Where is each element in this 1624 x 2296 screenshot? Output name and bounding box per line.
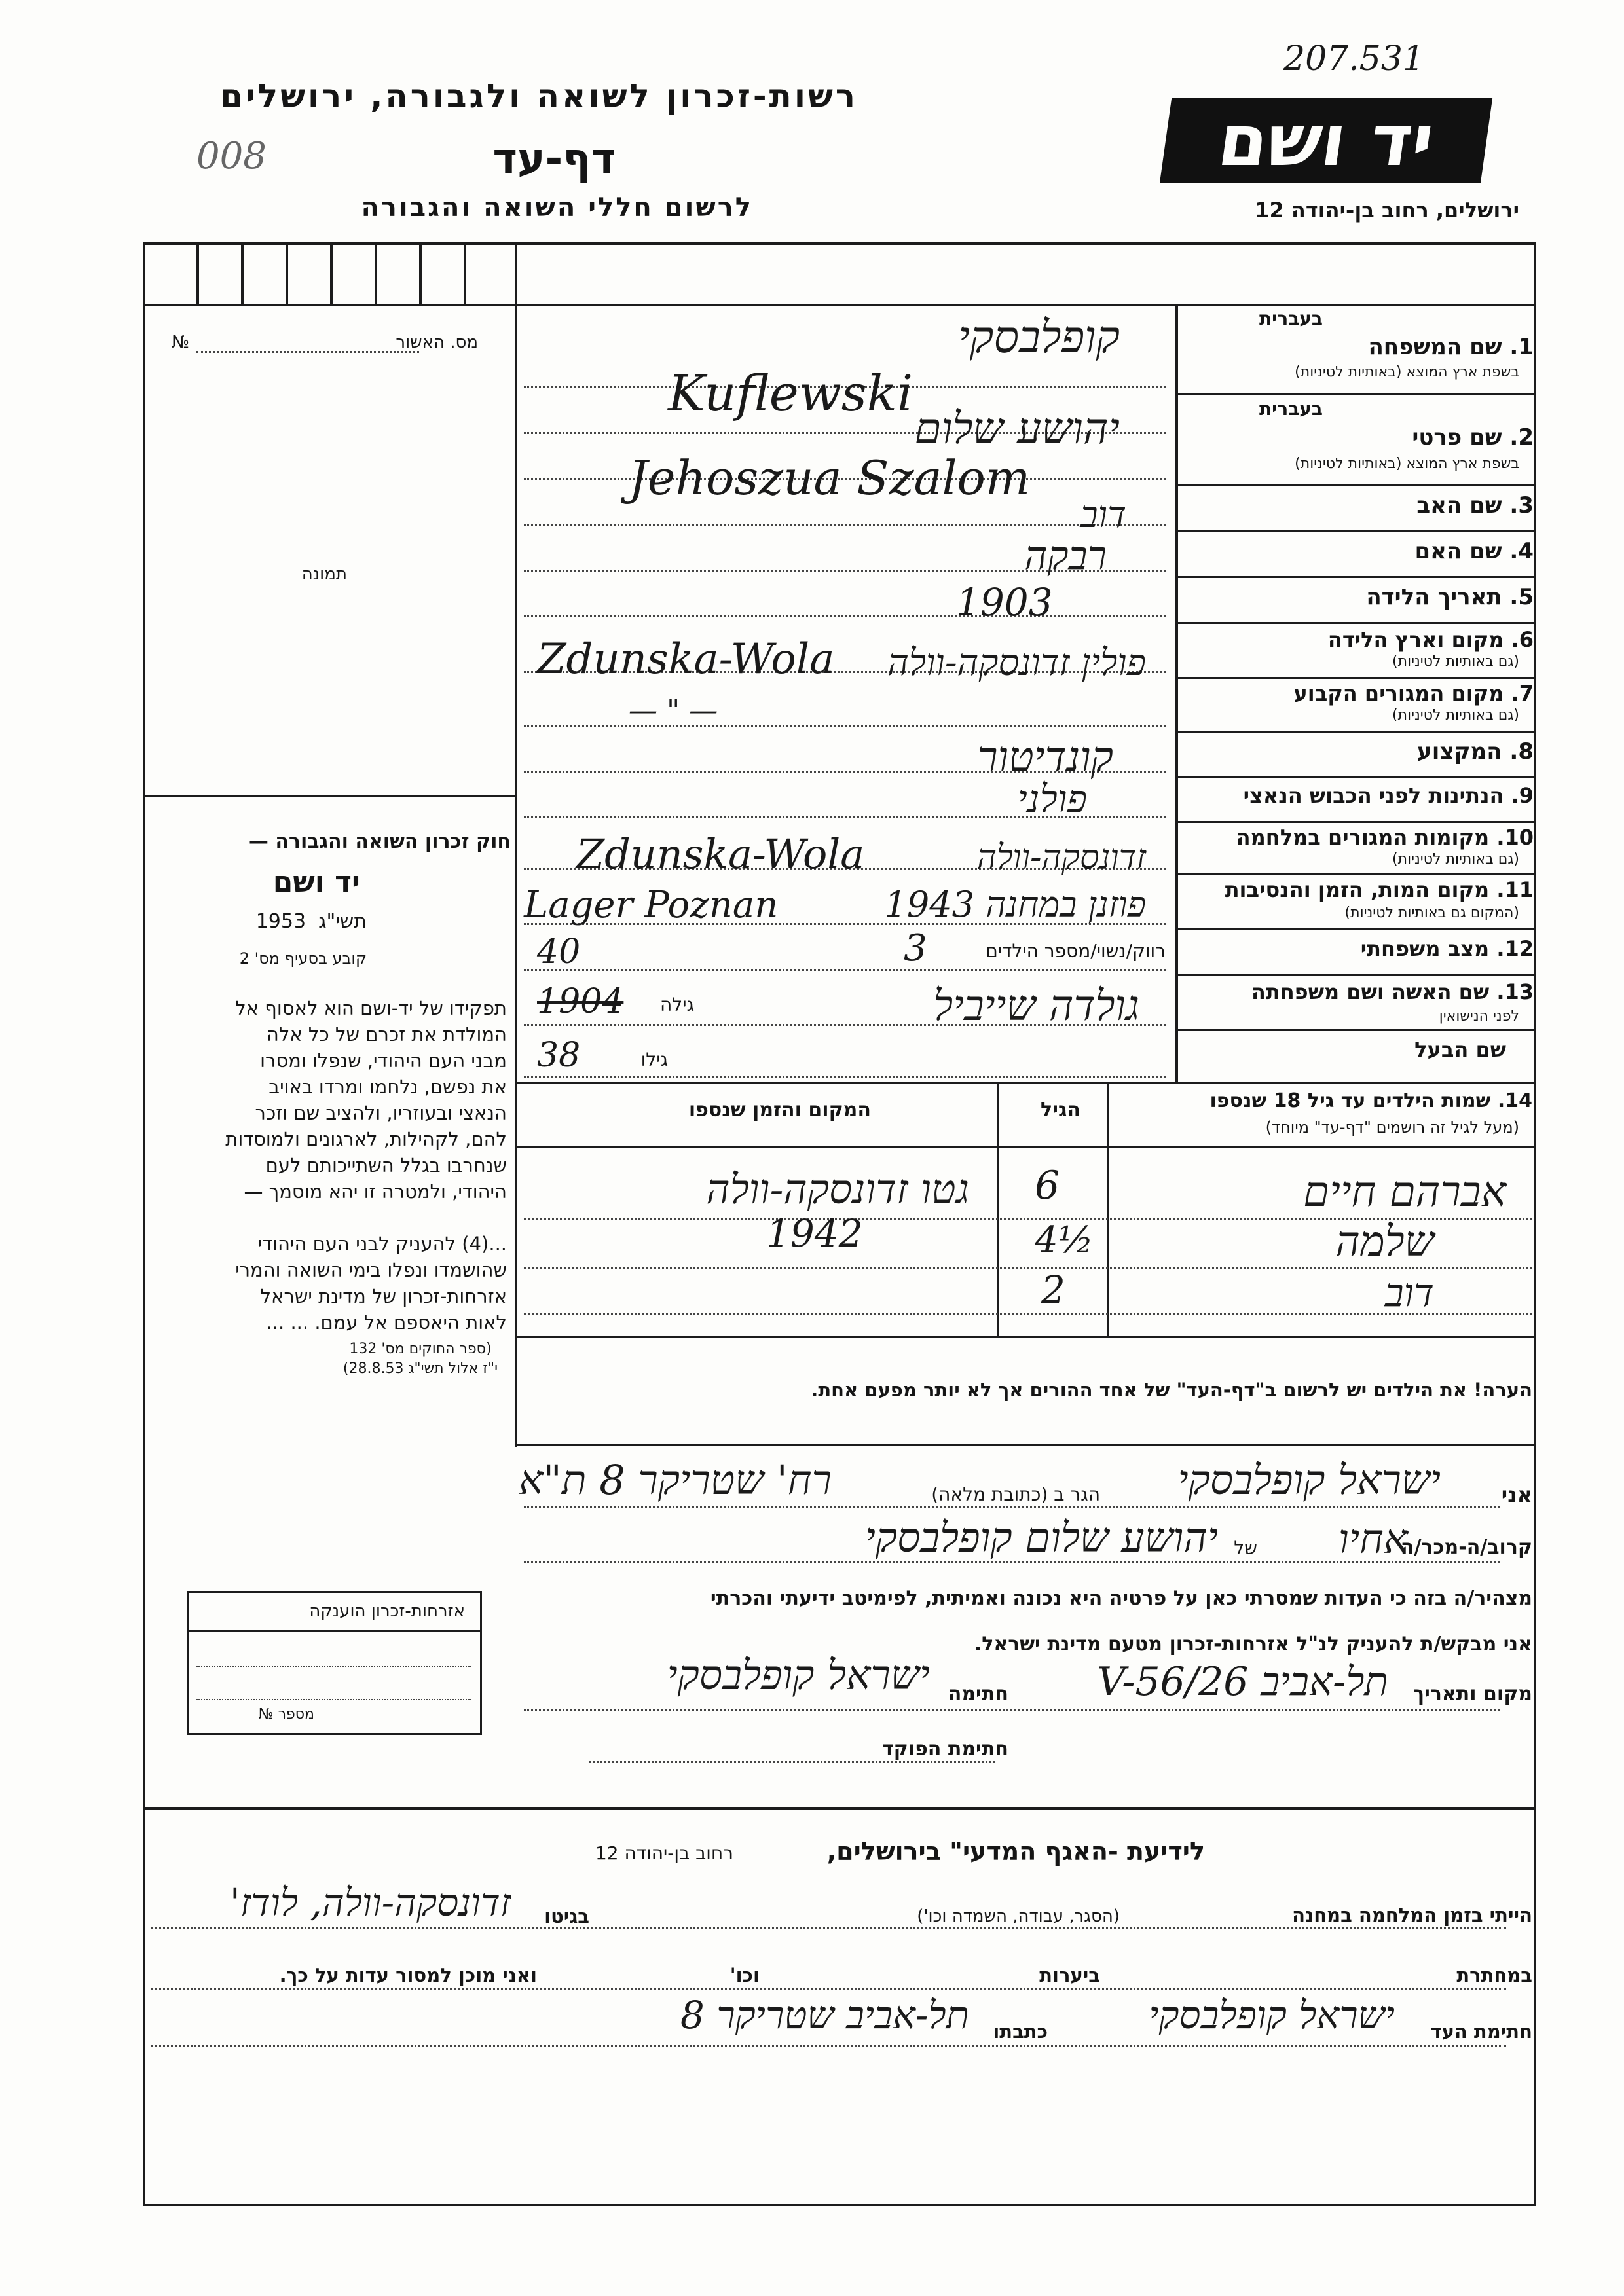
- label-children-count: רווק/נשוי/מספר הילדים: [986, 940, 1166, 962]
- decl-request: אני מבקש/ת להעניק לנ"ל אזרחות-זכרון מטעם מדינת ישראל.: [974, 1633, 1532, 1656]
- label-father-name: 3. שם האב: [1416, 492, 1534, 519]
- value-mother-name: רבקה: [1024, 533, 1107, 579]
- footer-address-label: כתבתו: [993, 2020, 1048, 2043]
- value-nationality: פולני: [1017, 776, 1087, 821]
- children-col-age: הגיל: [1041, 1099, 1080, 1121]
- value-birth-place-heb: פולין זדונסקה-וולה: [887, 642, 1146, 684]
- footer-underground-label: במחתרת: [1456, 1964, 1532, 1986]
- label-residence-sub: (גם באותיות לטיניות): [1392, 707, 1519, 723]
- label-husband-name: שם הבעל: [1414, 1037, 1506, 1062]
- footer-title: לידיעת -האגף המדעי" בירושלים,: [826, 1837, 1205, 1866]
- label-death-place-sub: (המקום גם באותיות לטיניות): [1344, 905, 1519, 921]
- child-name: שלמה: [1335, 1218, 1434, 1266]
- child-age: 2: [1041, 1267, 1065, 1312]
- label-hebrew-tag-1: בעברית: [1259, 308, 1323, 329]
- footer-address: תל-אביב שטריקר 8: [680, 1993, 969, 2037]
- decl-i: אני: [1501, 1482, 1532, 1507]
- footer-witness-signature-label: חתימת העד: [1430, 2020, 1532, 2043]
- footer-willing-label: ואני מוכן למסור עדות על כך.: [279, 1964, 537, 1986]
- value-death-place-heb: פוזנן במחנה 1943: [884, 884, 1146, 925]
- label-family-name-sub: בשפת ארץ המוצא (באותיות לטיניות): [1295, 364, 1519, 380]
- footer-ghetto-value: זדונסקה-וולה, לודז': [229, 1880, 511, 1925]
- label-hebrew-tag-2: בעברית: [1259, 398, 1323, 420]
- photo-label: תמונה: [301, 564, 347, 584]
- cert-no-sign: №: [172, 333, 190, 352]
- label-wife-name: 13. שם האשה ושם משפחתה: [1251, 979, 1534, 1004]
- form-title: דף-עד: [492, 135, 616, 183]
- footer-forests-label: ביערות: [1039, 1964, 1100, 1986]
- label-birth-date: 5. תאריך הלידה: [1366, 584, 1534, 610]
- value-profession: קונדיטור: [977, 733, 1113, 782]
- value-husband-age: 38: [537, 1036, 581, 1075]
- children-note: הערה! את הילדים יש לרשום ב"דף-העד" של אחד ההורים אך לא יותר מפעם אחת.: [811, 1379, 1532, 1401]
- child-name: אברהם חיים: [1303, 1168, 1506, 1216]
- footer-camp-label: הייתי בזמן המלחמה במחנה: [1292, 1904, 1532, 1926]
- footer-ghetto-label: בגיטו: [544, 1905, 589, 1927]
- children-title-sub: (מעל לגיל זה רושמים "דף-עד" מיוחד): [1265, 1118, 1519, 1137]
- cert-number-label: מס. האשור: [396, 333, 478, 352]
- label-mother-name: 4. שם האם: [1414, 538, 1534, 564]
- value-wife-age: 1904: [537, 982, 624, 1021]
- law-year: תשי"ג 1953: [255, 910, 367, 933]
- value-birth-date: 1903: [956, 580, 1053, 625]
- label-birth-place: 6. מקום וארץ הלידה: [1327, 627, 1534, 652]
- child-name: דוב: [1384, 1270, 1434, 1316]
- citizenship-box-number: מספר №: [258, 1706, 314, 1722]
- yad-vashem-logo: יד ושם: [1160, 98, 1492, 183]
- handwritten-reference: 207.531: [1283, 39, 1425, 79]
- value-children-count: 3: [904, 927, 927, 970]
- label-first-name: 2. שם פרטי: [1412, 424, 1534, 450]
- decl-signature-label: חתימה: [948, 1683, 1008, 1705]
- value-death-place-lat: Lager Poznan: [524, 884, 779, 926]
- law-reference: (ספר החוקים מס' 132 י"ז אלול תשי"ג 28.8.53): [342, 1341, 498, 1377]
- value-residence: — " —: [629, 694, 718, 727]
- value-family-name-lat: Kuflewski: [668, 364, 913, 422]
- label-wartime-residence: 10. מקומות המגורים במלחמה: [1236, 825, 1534, 850]
- decl-victim-name: יהושע שלום קופלבסקי: [864, 1514, 1218, 1561]
- value-birth-place-lat: Zdunska-Wola: [537, 635, 835, 683]
- decl-address-label: הגר ב (כתובת מלאה): [931, 1484, 1100, 1505]
- footer-etc-label: וכו': [729, 1964, 760, 1986]
- form-number: 008: [196, 135, 267, 177]
- label-residence: 7. מקום המגורים הקבוע: [1293, 681, 1534, 706]
- label-profession: 8. המקצוע: [1417, 738, 1534, 765]
- value-wartime-residence-heb: זדונסקה-וולה: [976, 838, 1146, 877]
- value-father-name: דוב: [1080, 494, 1126, 536]
- footer-witness-signature: ישראל קופלבסקי: [1149, 1993, 1395, 2037]
- label-nationality: 9. הנתינות לפני הכבוש הנאצי: [1243, 783, 1534, 808]
- value-family-name-heb: קופלבסקי: [958, 312, 1120, 363]
- child-death-place: גטו זדונסקה-וולה: [706, 1165, 969, 1213]
- label-birth-place-sub: (גם באותיות לטיניות): [1392, 653, 1519, 670]
- label-marital-status: 12. מצב משפחתי: [1360, 936, 1534, 961]
- decl-place-date-label: מקום ותאריך: [1412, 1683, 1532, 1705]
- decl-signature: ישראל קופלבסקי: [667, 1651, 930, 1699]
- child-death-year: 1942: [766, 1211, 863, 1256]
- value-wartime-residence-lat: Zdunska-Wola: [576, 830, 865, 878]
- label-death-place: 11. מקום המות, הזמן והנסיבות: [1225, 877, 1534, 902]
- value-husband-age-top: 40: [537, 932, 581, 972]
- decl-declarant-name: ישראל קופלבסקי: [1177, 1456, 1441, 1504]
- decl-officer-label: חתימת הפוקד: [882, 1738, 1008, 1760]
- decl-of-label: של: [1234, 1537, 1257, 1559]
- decl-relation: אחיו: [1338, 1515, 1408, 1563]
- label-wartime-residence-sub: (גם באותיות לטיניות): [1392, 851, 1519, 867]
- label-wife-age: גילה: [659, 994, 694, 1015]
- decl-place-date: תל-אביב 26/V-56: [1097, 1659, 1388, 1705]
- law-text-2: ...(4) להעניק לבני העם היהודי שהושמדו ונפלו בימי השואה והמרי אזרחות-זכרון של מדינת ישראל לאות היאספם אל עמם. ... ...: [235, 1233, 507, 1334]
- children-title: 14. שמות הילדים עד גיל 18 שנספו: [1209, 1089, 1532, 1112]
- label-wife-name-sub: לפני הנישואין: [1439, 1008, 1519, 1025]
- label-husband-age: גילו: [640, 1049, 668, 1070]
- footer-camp-types: (הסגר, עבודה, השמדה וכו'): [917, 1906, 1120, 1926]
- value-first-name-heb: יהושע שלום: [914, 403, 1120, 454]
- citizenship-box-title: אזרחות-זכרון הוענקה: [309, 1601, 465, 1621]
- law-section: קובע בסעיף מס' 2: [239, 949, 367, 968]
- label-family-name: 1. שם המשפחה: [1368, 334, 1534, 360]
- child-age: 4½: [1035, 1219, 1094, 1262]
- law-text: תפקידו של יד-ושם הוא לאסוף אל המולדת את זכרם של כל אלה מבני העם היהודי, שנפלו ומסרו את נפשם, נלחמו ומרדו באויב הנאצי ובעוזריו, ולהציב שם וזכר להם, לקהילות, לארגונים ולמוסדות שנחרבו בגלל השתייכותם לעם היהודי, ולמטרה זו יהא מוסמך —: [225, 997, 507, 1203]
- children-col-place: המקום והזמן שנספו: [688, 1099, 871, 1121]
- decl-relation-label: קרוב/ה-מכר/ה: [1400, 1536, 1532, 1559]
- value-first-name-lat: Jehoszua Szalom: [629, 450, 1031, 505]
- footer-title-address: רחוב בן-יהודה 12: [595, 1842, 733, 1864]
- law-title: חוק זכרון השואה והגבורה —: [248, 830, 511, 853]
- address: ירושלים, רחוב בן-יהודה 12: [1255, 198, 1519, 223]
- law-name: יד ושם: [272, 866, 360, 899]
- value-wife-name: גולדה שייביל: [933, 982, 1139, 1030]
- organization-title: רשות-זכרון לשואה ולגבורה, ירושלים: [220, 77, 858, 115]
- decl-affirmation: מצהיר/ה בזה כי העדות שמסרתי כאן על פרטיה היא נכונה ואמיתית, לפימיטב ידיעתי והכרתי: [710, 1587, 1532, 1610]
- decl-address: רח' שטריקר 8 ת"א: [518, 1456, 832, 1504]
- label-first-name-sub: בשפת ארץ המוצא (באותיות לטיניות): [1295, 456, 1519, 472]
- form-subtitle: לרשום חללי השואה והגבורה: [361, 192, 753, 223]
- child-age: 6: [1035, 1163, 1060, 1209]
